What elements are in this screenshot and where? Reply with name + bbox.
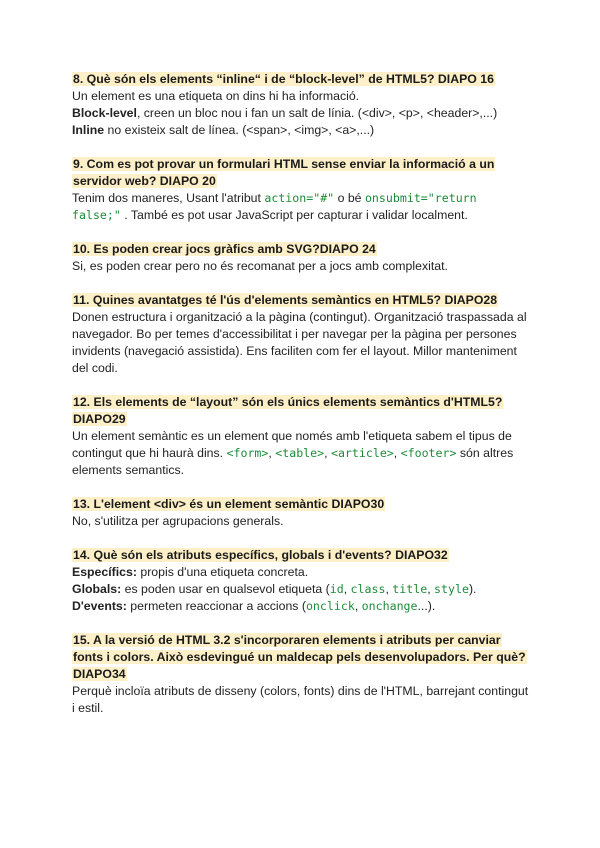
answer-8-line-2 (72, 105, 530, 122)
question-9 (72, 156, 530, 224)
answer-14-specific (72, 564, 530, 581)
footer-tag-code: <footer> (400, 446, 457, 460)
answer-8-line-1: Un element es una etiqueta on dins hi ha informació. (72, 89, 360, 103)
answer-10: Si, es poden crear pero no és recomanat per a jocs amb complexitat. (72, 259, 448, 273)
question-13-text: 13. L'element <div> és un element semàntic DIAPO30 (73, 497, 385, 511)
specific-text: propis d'una etiqueta concreta. (136, 565, 309, 579)
answer-8-line-3 (72, 122, 530, 139)
question-12 (72, 394, 530, 479)
question-8-title (72, 71, 530, 88)
question-12-text: 12. Els elements de “layout” són els únics elements semàntics d'HTML5? DIAPO29 (73, 395, 503, 426)
question-8 (72, 71, 530, 139)
separator: , (354, 599, 362, 613)
events-end: ...). (417, 599, 436, 613)
answer-11: Donen estructura i organització a la pàgina (contingut). Organització traspassada al navegador. Bo per temes d'accessibilitat i per navegar per la pàgina per persones invidents (navegació assistida). Ens faciliten com fer el layout. Millor manteniment del codi. (72, 310, 527, 375)
events-text: permeten reaccionar a accions ( (126, 599, 306, 613)
question-14 (72, 547, 530, 615)
document-content (72, 71, 530, 734)
question-15-title (72, 632, 530, 683)
specific-term: Específics: (72, 565, 137, 579)
answer-12-text-1: Un element semàntic es un element que només amb l'etiqueta sabem el tipus de contingut que hi haurà dins. (72, 429, 512, 460)
answer-9-text-3: . També es pot usar JavaScript per capturar i validar localment. (120, 208, 468, 222)
question-11-title (72, 292, 530, 309)
onchange-code: onchange (361, 599, 418, 613)
answer-12 (72, 428, 530, 479)
question-14-title (72, 547, 530, 564)
answer-13: No, s'utilitza per agrupacions generals. (72, 514, 284, 528)
global-term: Globals: (72, 582, 122, 596)
question-15-text: 15. A la versió de HTML 3.2 s'incorporaren elements i atributs per canviar fonts i colors. Això esdevingué un maldecap pels desenvolupadors. Per què? DIAPO34 (73, 633, 526, 681)
id-attr-code: id (329, 582, 344, 596)
question-11 (72, 292, 530, 377)
style-attr-code: style (434, 582, 469, 596)
form-tag-code: <form> (226, 446, 269, 460)
separator: , (324, 446, 331, 460)
question-13 (72, 496, 530, 530)
question-10-text: 10. Es poden crear jocs gràfics amb SVG?DIAPO 24 (73, 242, 376, 256)
onsubmit-code: onsubmit="return false;" (72, 191, 477, 222)
onclick-code: onclick (305, 599, 355, 613)
question-9-text: 9. Com es pot provar un formulari HTML sense enviar la informació a un servidor web? DIAPO 20 (73, 157, 495, 188)
separator: , (385, 582, 393, 596)
question-14-text: 14. Què són els atributs específics, globals i d'events? DIAPO32 (73, 548, 448, 562)
global-end: ). (468, 582, 477, 596)
global-text: es poden usar en qualsevol etiqueta ( (121, 582, 330, 596)
answer-9-text-2: o bé (334, 191, 365, 205)
class-attr-code: class (350, 582, 386, 596)
question-10 (72, 241, 530, 275)
question-8-text: 8. Què són els elements “inline“ i de “block-level” de HTML5? DIAPO 16 (73, 72, 494, 86)
question-15 (72, 632, 530, 717)
separator: , (393, 446, 401, 460)
action-code: action="#" (264, 191, 335, 205)
separator: , (268, 446, 276, 460)
inline-text: no existeix salt de línea. (<span>, <img>, <a>,...) (104, 123, 375, 137)
article-tag-code: <article> (330, 446, 394, 460)
answer-9 (72, 190, 530, 224)
answer-9-text-1: Tenim dos maneres, Usant l'atribut (72, 191, 265, 205)
table-tag-code: <table> (275, 446, 325, 460)
question-11-text: 11. Quines avantatges té l'ús d'elements semàntics en HTML5? DIAPO28 (73, 293, 498, 307)
question-9-title (72, 156, 530, 190)
events-term: D'events: (72, 599, 127, 613)
separator: , (343, 582, 351, 596)
block-level-text: , creen un bloc nou i fan un salt de línia. (<div>, <p>, <header>,...) (136, 106, 498, 120)
title-attr-code: title (392, 582, 428, 596)
answer-14-global (72, 581, 530, 598)
question-12-title (72, 394, 530, 428)
question-10-title (72, 241, 530, 258)
answer-12-text-2: són altres elements semantics. (72, 446, 514, 477)
answer-15: Perquè incloïa atributs de disseny (colors, fonts) dins de l'HTML, barrejant contingut i estil. (72, 684, 529, 715)
question-13-title (72, 496, 530, 513)
answer-14-events (72, 598, 530, 615)
separator: , (427, 582, 435, 596)
inline-term: Inline (72, 123, 105, 137)
block-level-term: Block-level (72, 106, 137, 120)
